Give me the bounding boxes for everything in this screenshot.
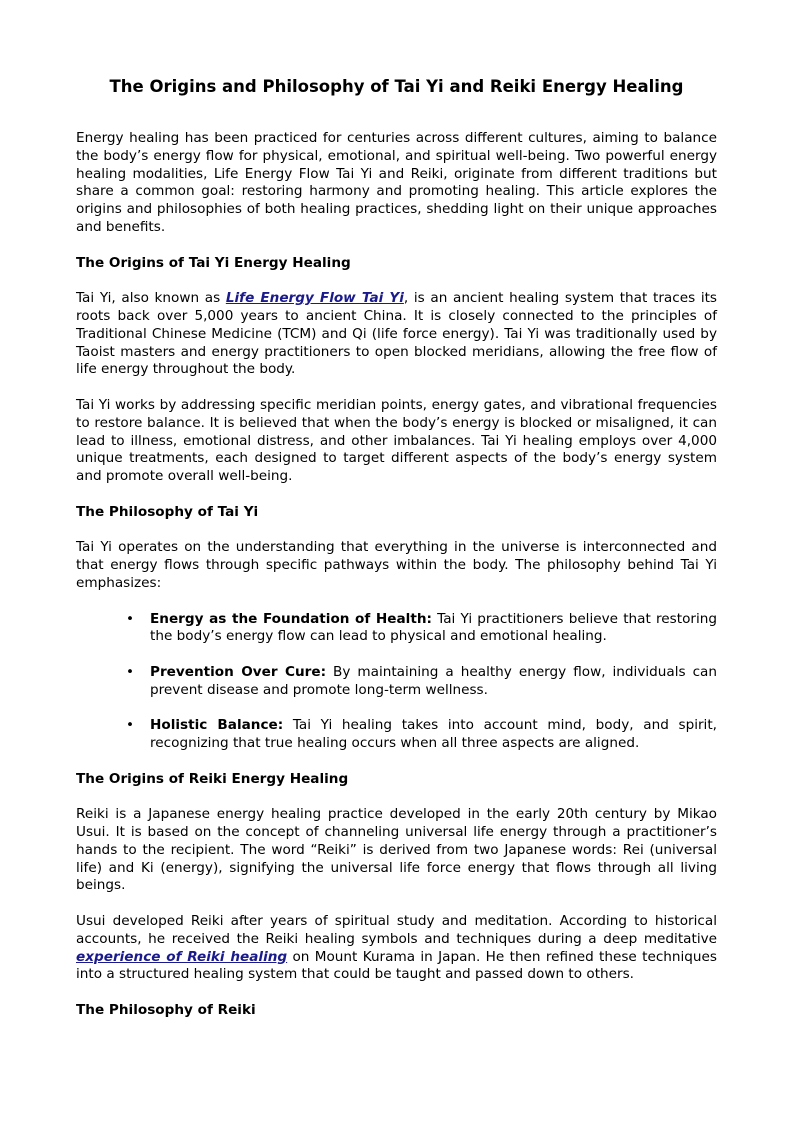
list-text: Tai Yi healing takes into account mind, body, and spirit, recognizing that true healing occurs when all three aspects are aligned. xyxy=(150,717,717,752)
list-term: Holistic Balance: xyxy=(150,717,284,734)
list-text: Tai Yi practitioners believe that restoring the body’s energy flow can lead to physical and emotional healing. xyxy=(150,610,717,645)
bullet-icon: • xyxy=(126,663,135,680)
list-text: By maintaining a healthy energy flow, individuals can prevent disease and promote long-term wellness. xyxy=(150,663,718,698)
paragraph: Tai Yi operates on the understanding that everything in the universe is interconnected and that energy flows through specific pathways within the body. The philosophy behind Tai Yi emphasizes: xyxy=(76,539,717,591)
experience-of-reiki-healing-link[interactable]: experience of Reiki healing xyxy=(76,948,288,965)
list-term: Energy as the Foundation of Health: xyxy=(150,610,432,627)
paragraph: Tai Yi works by addressing specific meridian points, energy gates, and vibrational frequencies to restore balance. It is believed that when the body’s energy is blocked or misaligned, it can lead to illness, emotional distress, and other imbalances. Tai Yi healing employs over 4,000 unique treatments, each designed to target different aspects of the body’s energy system and promote overall well-being. xyxy=(76,396,717,485)
bullet-icon: • xyxy=(126,717,135,734)
paragraph xyxy=(76,913,717,984)
list-item xyxy=(126,717,717,753)
text: Usui developed Reiki after years of spiritual study and meditation. According to historical accounts, he received the Reiki healing symbols and techniques during a deep meditative xyxy=(76,913,717,947)
paragraph: Reiki is a Japanese energy healing practice developed in the early 20th century by Mikao Usui. It is based on the concept of channeling universal life energy through a practitioner’s hands to the recipient. The word “Reiki” is derived from two Japanese words: Rei (universal life) and Ki (energy), signifying the universal life force energy that flows through all living beings. xyxy=(76,806,717,894)
text: on Mount Kurama in Japan. He then refined these techniques into a structured healing system that could be taught and passed down to others. xyxy=(76,948,717,983)
list-term: Prevention Over Cure: xyxy=(150,663,327,680)
text: Tai Yi, also known as xyxy=(76,290,226,307)
life-energy-flow-tai-yi-link[interactable]: Life Energy Flow Tai Yi xyxy=(225,290,404,307)
bullet-list xyxy=(76,611,717,753)
text: , is an ancient healing system that traces its roots back over 5,000 years to ancient China. It is closely connected to the principles of Traditional Chinese Medicine (TCM) and Qi (life force energy). Tai Yi was traditionally used by Taoist masters and energy practitioners to open blocked meridians, allowing the free flow of life energy throughout the body. xyxy=(76,290,718,378)
paragraph xyxy=(76,290,717,379)
bullet-icon: • xyxy=(126,610,135,627)
section-heading: The Philosophy of Reiki xyxy=(76,1002,256,1019)
document-title: The Origins and Philosophy of Tai Yi and Reiki Energy Healing xyxy=(109,77,684,96)
intro-paragraph: Energy healing has been practiced for centuries across different cultures, aiming to balance the body’s energy flow for physical, emotional, and spiritual well-being. Two powerful energy healing modalities, Life Energy Flow Tai Yi and Reiki, originate from different traditions but share a common goal: restoring harmony and promoting healing. This article explores the origins and philosophies of both healing practices, shedding light on their unique approaches and benefits. xyxy=(76,130,717,235)
list-item xyxy=(126,663,718,700)
document-page xyxy=(76,77,717,1038)
list-item xyxy=(126,610,717,647)
section-heading: The Origins of Tai Yi Energy Healing xyxy=(76,254,351,271)
section-heading: The Philosophy of Tai Yi xyxy=(76,503,259,520)
section-heading: The Origins of Reiki Energy Healing xyxy=(76,770,349,787)
